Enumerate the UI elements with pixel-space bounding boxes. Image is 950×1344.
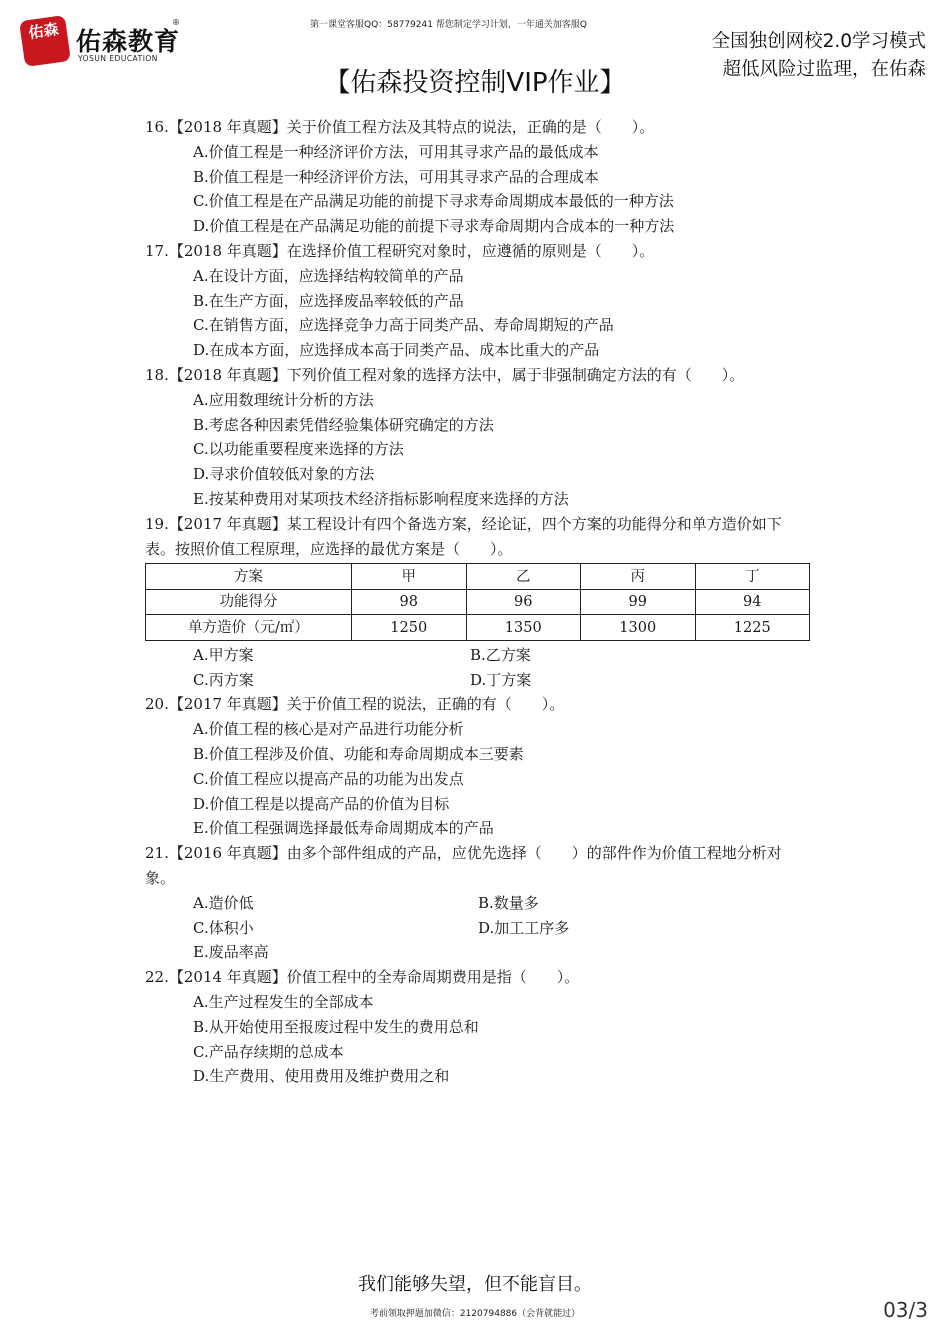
question-21 — [145, 841, 810, 965]
option-a: A.生产过程发生的全部成本 — [193, 993, 374, 1011]
option-d: D.寻求价值较低对象的方法 — [193, 465, 375, 484]
table-cell: 1250 — [352, 615, 467, 641]
option-c: C.体积小 — [193, 918, 254, 937]
service-note: 第一课堂客服QQ：58779241 帮您制定学习计划，一年通关加客服Q — [310, 20, 587, 30]
question-stem: 16.【2018 年真题】关于价值工程方法及其特点的说法，正确的是（ ）。 — [145, 118, 655, 136]
question-stem: 18.【2018 年真题】下列价值工程对象的选择方法中，属于非强制确定方法的有（ ）。 — [145, 365, 745, 384]
table-header-cell: 甲 — [352, 564, 467, 590]
table-cell: 1350 — [466, 615, 581, 641]
table-cell: 单方造价（元/㎡） — [146, 615, 352, 641]
table-cell: 94 — [695, 589, 810, 615]
question-stem: 17.【2018 年真题】在选择价值工程研究对象时，应遵循的原则是（ ）。 — [145, 241, 655, 260]
option-d: D.在成本方面，应选择成本高于同类产品、成本比重大的产品 — [193, 341, 600, 360]
table-row — [146, 615, 810, 641]
option-b: B.在生产方面，应选择废品率较低的产品 — [193, 291, 464, 310]
option-a: A.甲方案 — [193, 645, 254, 664]
option-d: D.生产费用、使用费用及维护费用之和 — [193, 1067, 450, 1086]
slogan-line-2: 超低风险过监理，在佑森 — [722, 59, 926, 80]
option-d: D.价值工程是在产品满足功能的前提下寻求寿命周期内合成本的一种方法 — [193, 217, 675, 236]
question-16 — [145, 115, 810, 239]
logo-english: YOSUN EDUCATION — [78, 54, 158, 63]
option-row — [145, 891, 810, 916]
table-header-cell: 丁 — [695, 564, 810, 590]
option-c: C.以功能重要程度来选择的方法 — [193, 440, 404, 459]
table-row — [146, 589, 810, 615]
option-b: B.乙方案 — [470, 645, 531, 664]
option-d: D.丁方案 — [470, 670, 532, 689]
option-a: A.造价低 — [193, 893, 254, 912]
option-b: B.考虑各种因素凭借经验集体研究确定的方法 — [193, 415, 494, 434]
question-stem: 20.【2017 年真题】关于价值工程的说法，正确的有（ ）。 — [145, 695, 565, 714]
question-list — [145, 115, 810, 1089]
option-row — [145, 668, 810, 693]
registered-mark: ® — [172, 18, 180, 27]
option-d: D.价值工程是以提高产品的价值为目标 — [193, 794, 450, 813]
table-cell: 功能得分 — [146, 589, 352, 615]
question-17 — [145, 239, 810, 363]
option-row — [145, 916, 810, 941]
comparison-table — [145, 563, 810, 641]
option-b: B.价值工程是一种经济评价方法，可用其寻求产品的合理成本 — [193, 167, 599, 186]
table-header-row — [146, 564, 810, 590]
option-c: C.产品存续期的总成本 — [193, 1042, 344, 1061]
table-cell: 1225 — [695, 615, 810, 641]
option-a: A.应用数理统计分析的方法 — [193, 390, 374, 409]
table-cell: 1300 — [581, 615, 696, 641]
slogan-line-1: 全国独创网校2.0学习模式 — [711, 31, 926, 52]
question-19 — [145, 512, 810, 693]
logo-mark: 佑森 — [19, 15, 71, 67]
table-header-cell: 乙 — [466, 564, 581, 590]
option-b: B.价值工程涉及价值、功能和寿命周期成本三要素 — [193, 745, 524, 764]
table-cell: 99 — [581, 589, 696, 615]
option-c: C.价值工程是在产品满足功能的前提下寻求寿命周期成本最低的一种方法 — [193, 192, 674, 211]
question-stem: 22.【2014 年真题】价值工程中的全寿命周期费用是指（ ）。 — [145, 968, 580, 987]
document-title: 【佑森投资控制VIP作业】 — [324, 68, 626, 98]
footer-note: 考前领取押题加微信：2120794886（会背就能过） — [369, 1309, 581, 1319]
logo-name: 佑森教育 — [76, 27, 181, 56]
option-b: B.数量多 — [478, 893, 539, 912]
option-c: C.丙方案 — [193, 670, 254, 689]
table-cell: 96 — [466, 589, 581, 615]
page-number: 03/3 — [883, 1298, 928, 1322]
option-c: C.价值工程应以提高产品的功能为出发点 — [193, 769, 464, 788]
table-cell: 98 — [352, 589, 467, 615]
option-e: E.按某种费用对某项技术经济指标影响程度来选择的方法 — [193, 489, 569, 508]
option-e: E.废品率高 — [193, 943, 269, 962]
logo — [22, 18, 202, 66]
option-d: D.加工工序多 — [478, 918, 570, 937]
question-stem: 19.【2017 年真题】某工程设计有四个备选方案，经论证，四个方案的功能得分和单方造价如下表。按照价值工程原理，应选择的最优方案是（ ）。 — [145, 514, 782, 558]
option-row — [145, 643, 810, 668]
footer-motto: 我们能够失望，但不能盲目。 — [358, 1274, 592, 1295]
option-a: A.价值工程的核心是对产品进行功能分析 — [193, 720, 464, 739]
question-stem: 21.【2016 年真题】由多个部件组成的产品，应优先选择（ ）的部件作为价值工程地分析对象。 — [145, 844, 782, 888]
question-20 — [145, 692, 810, 841]
table-header-cell: 丙 — [581, 564, 696, 590]
question-22 — [145, 965, 810, 1089]
option-a: A.价值工程是一种经济评价方法，可用其寻求产品的最低成本 — [193, 142, 599, 161]
option-a: A.在设计方面，应选择结构较简单的产品 — [193, 266, 464, 285]
option-e: E.价值工程强调选择最低寿命周期成本的产品 — [193, 819, 494, 838]
option-c: C.在销售方面，应选择竞争力高于同类产品、寿命周期短的产品 — [193, 316, 614, 335]
question-18 — [145, 363, 810, 512]
table-header-cell: 方案 — [146, 564, 352, 590]
option-b: B.从开始使用至报废过程中发生的费用总和 — [193, 1017, 479, 1036]
